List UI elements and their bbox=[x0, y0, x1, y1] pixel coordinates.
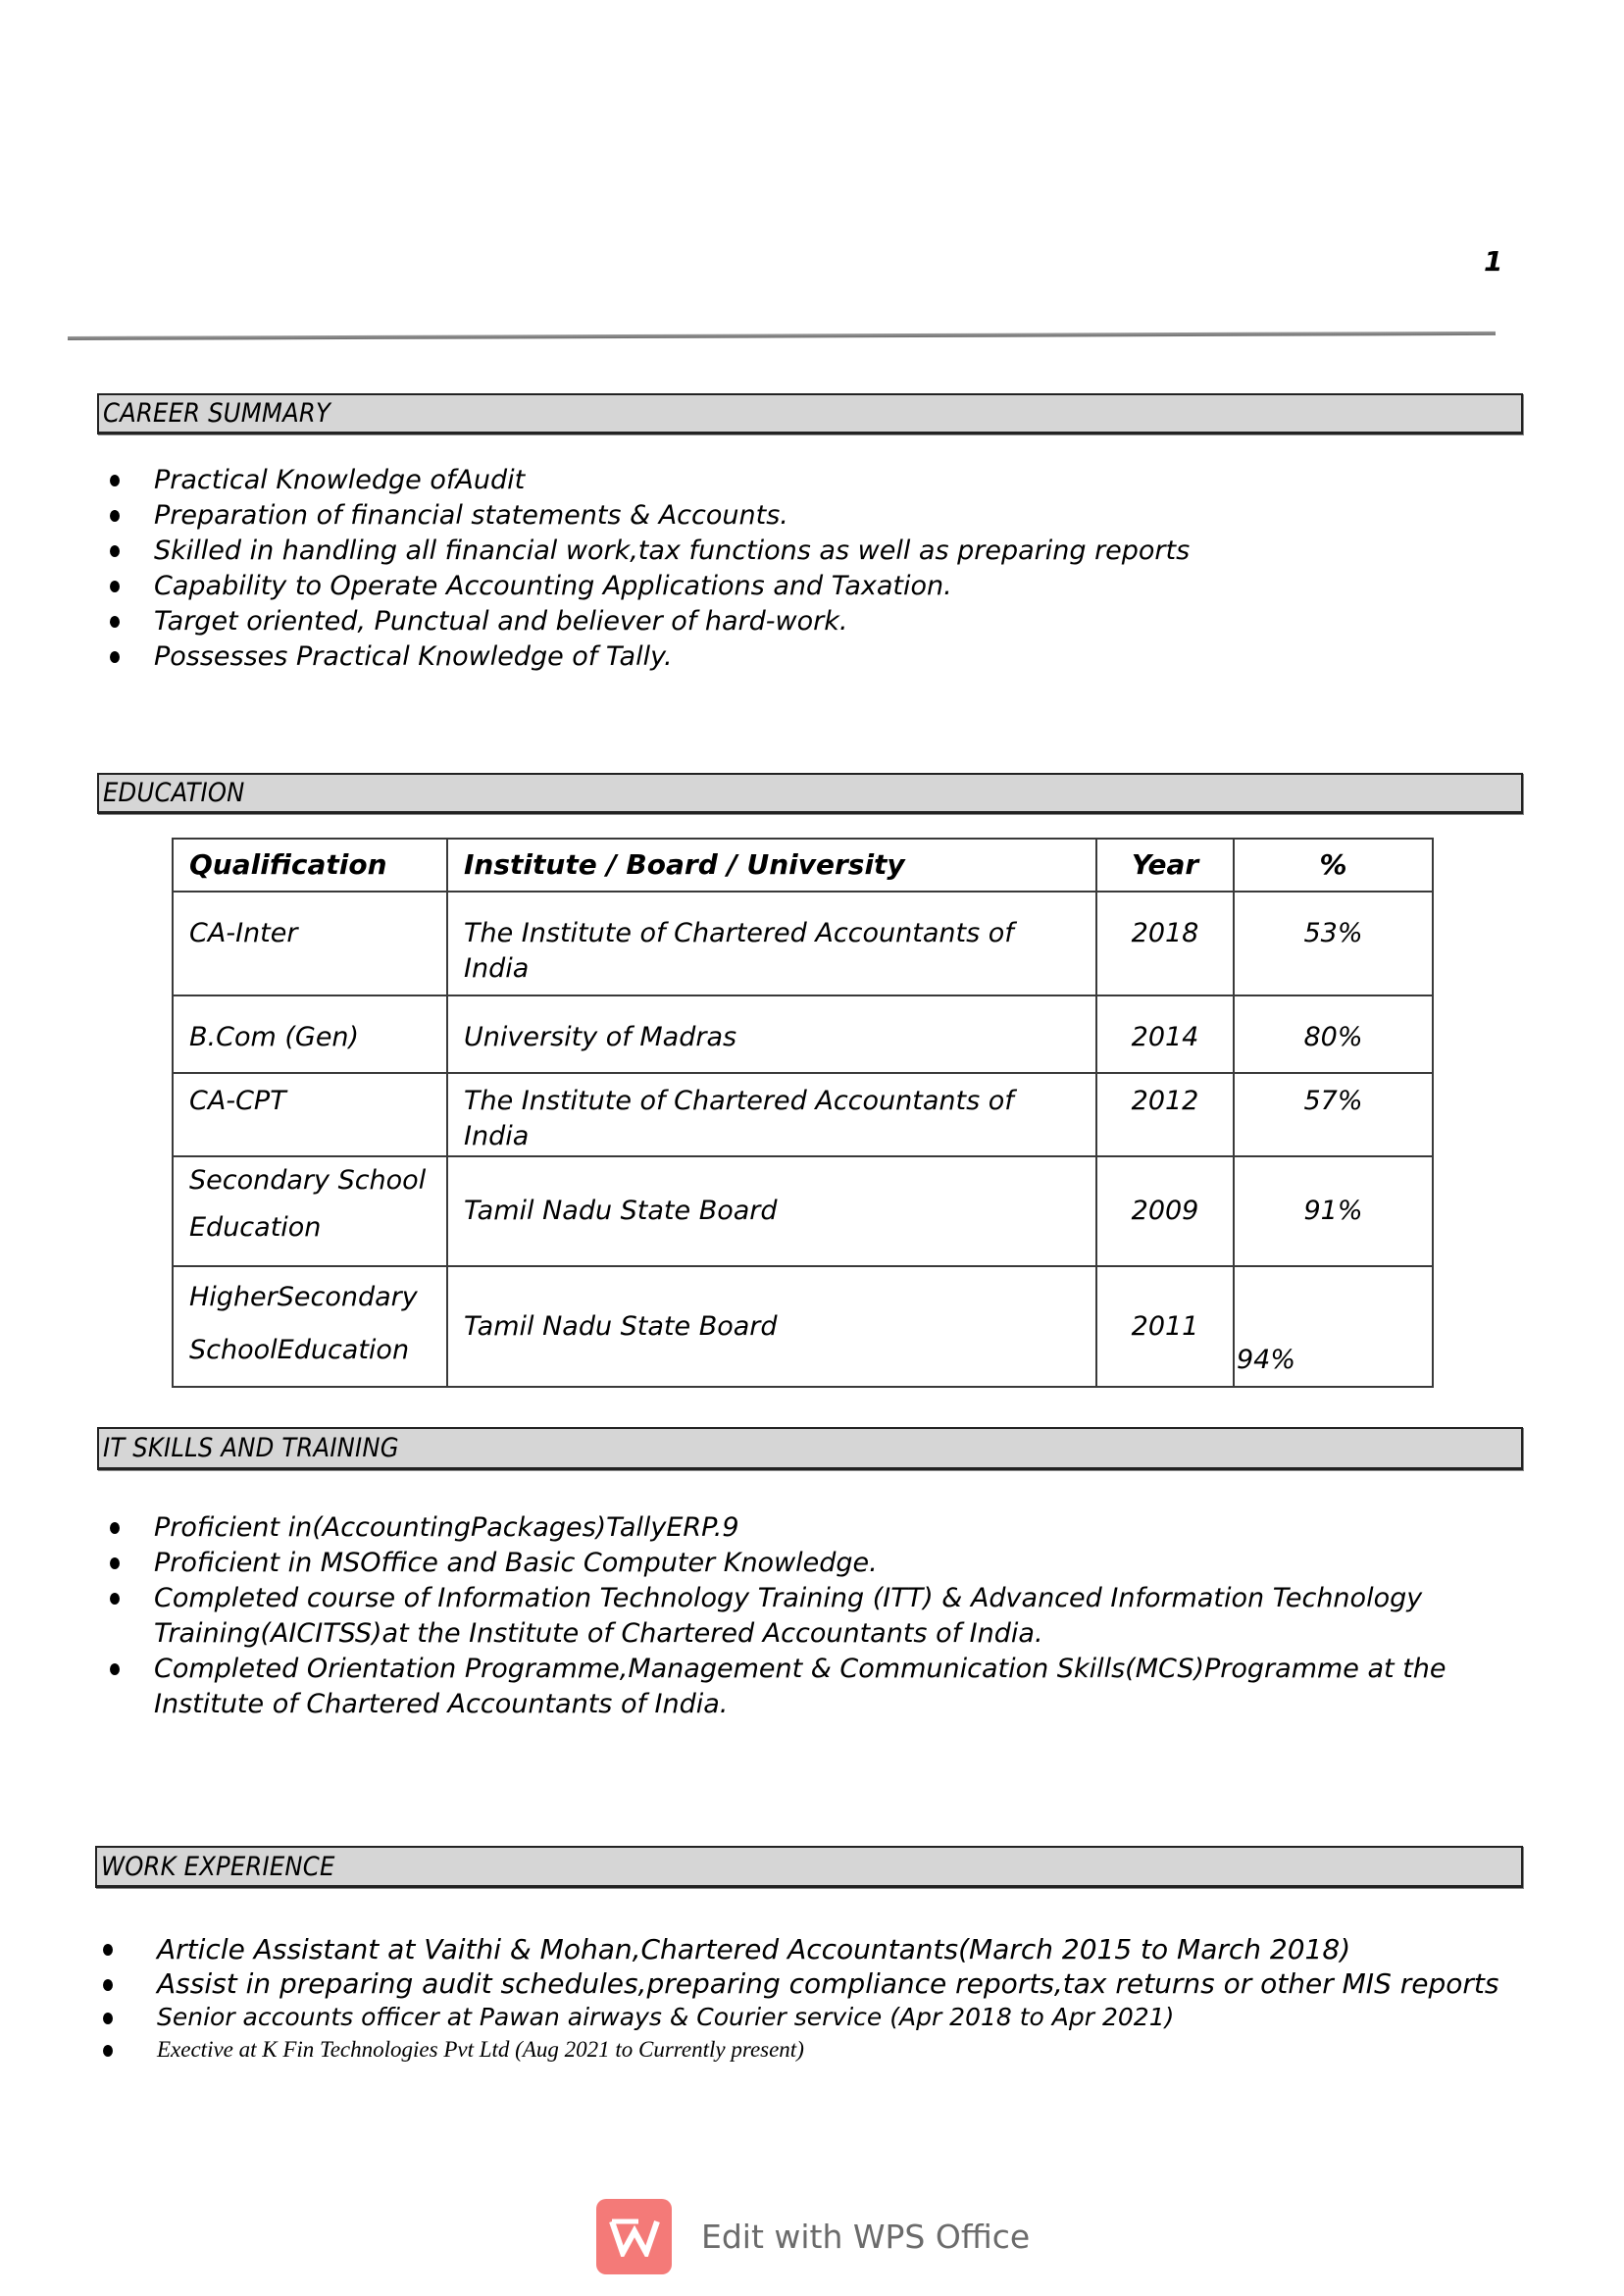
cell-institute: The Institute of Chartered Accountants of India bbox=[447, 1073, 1096, 1156]
bullet-icon bbox=[110, 1557, 120, 1569]
cell-year: 2009 bbox=[1096, 1156, 1234, 1266]
bullet-icon bbox=[110, 1663, 120, 1675]
list-item: Proficient in MSOffice and Basic Computer Knowledge. bbox=[110, 1546, 1522, 1581]
wps-w-glyph-icon bbox=[609, 2218, 660, 2257]
wps-logo-icon bbox=[596, 2199, 672, 2274]
cell-percent: 80% bbox=[1234, 995, 1433, 1073]
education-table bbox=[172, 838, 1434, 1388]
bullet-icon bbox=[110, 616, 120, 628]
cell-institute: The Institute of Chartered Accountants of India bbox=[447, 892, 1096, 995]
cell-qualification: CA-Inter bbox=[173, 892, 447, 995]
career-summary-heading: CAREER SUMMARY bbox=[97, 393, 1523, 434]
list-item: Completed Orientation Programme,Management & Communication Skills(MCS)Programme at the Institute of Chartered Accountants of India. bbox=[110, 1652, 1522, 1722]
column-header-qualification: Qualification bbox=[173, 839, 447, 892]
column-header-percent: % bbox=[1234, 839, 1433, 892]
column-header-institute: Institute / Board / University bbox=[447, 839, 1096, 892]
cell-institute: University of Madras bbox=[447, 995, 1096, 1073]
cell-year: 2012 bbox=[1096, 1073, 1234, 1156]
cell-qualification: CA-CPT bbox=[173, 1073, 447, 1156]
cell-institute: Tamil Nadu State Board bbox=[447, 1266, 1096, 1387]
it-skills-heading: IT SKILLS AND TRAINING bbox=[97, 1427, 1523, 1470]
bullet-icon bbox=[110, 581, 120, 592]
bullet-icon bbox=[103, 2045, 113, 2057]
cell-percent: 57% bbox=[1234, 1073, 1433, 1156]
list-item: Preparation of financial statements & Accounts. bbox=[110, 498, 1581, 534]
list-item: Senior accounts officer at Pawan airways & Courier service (Apr 2018 to Apr 2021) bbox=[103, 2001, 1535, 2033]
cell-percent: 53% bbox=[1234, 892, 1433, 995]
bullet-icon bbox=[103, 1944, 113, 1956]
table-row bbox=[173, 1073, 1433, 1156]
cell-qualification: Secondary School Education bbox=[173, 1156, 447, 1266]
table-row bbox=[173, 1266, 1433, 1387]
list-item: Article Assistant at Vaithi & Mohan,Chartered Accountants(March 2015 to March 2018) bbox=[103, 1932, 1535, 1967]
list-item: Target oriented, Punctual and believer of hard-work. bbox=[110, 604, 1581, 639]
cell-year: 2014 bbox=[1096, 995, 1234, 1073]
bullet-icon bbox=[110, 545, 120, 557]
bullet-icon bbox=[110, 651, 120, 663]
wps-watermark[interactable] bbox=[596, 2199, 1030, 2274]
list-item: Skilled in handling all financial work,tax functions as well as preparing reports bbox=[110, 534, 1581, 569]
list-item: Exective at K Fin Technologies Pvt Ltd (Aug 2021 to Currently present) bbox=[103, 2033, 1535, 2066]
it-skills-list bbox=[110, 1510, 1522, 1722]
bullet-icon bbox=[110, 1522, 120, 1534]
list-item: Possesses Practical Knowledge of Tally. bbox=[110, 639, 1581, 675]
list-item: Proficient in(AccountingPackages)TallyERP.9 bbox=[110, 1510, 1522, 1546]
cell-percent: 91% bbox=[1234, 1156, 1433, 1266]
bullet-icon bbox=[103, 2013, 113, 2024]
bullet-icon bbox=[103, 1979, 113, 1991]
cell-year: 2018 bbox=[1096, 892, 1234, 995]
page-number-mark: 1 bbox=[1484, 245, 1503, 278]
table-row bbox=[173, 995, 1433, 1073]
list-item: Practical Knowledge ofAudit bbox=[110, 463, 1581, 498]
cell-institute: Tamil Nadu State Board bbox=[447, 1156, 1096, 1266]
table-row bbox=[173, 892, 1433, 995]
header-divider bbox=[68, 332, 1496, 340]
table-row bbox=[173, 1156, 1433, 1266]
career-summary-list bbox=[110, 463, 1581, 675]
cell-year: 2011 bbox=[1096, 1266, 1234, 1387]
column-header-year: Year bbox=[1096, 839, 1234, 892]
list-item: Completed course of Information Technology Training (ITT) & Advanced Information Technology Training(AICITSS)at the Institute of Chartered Accountants of India. bbox=[110, 1581, 1522, 1652]
cell-percent: 94% bbox=[1234, 1266, 1433, 1387]
cell-qualification: HigherSecondary SchoolEducation bbox=[173, 1266, 447, 1387]
cell-qualification: B.Com (Gen) bbox=[173, 995, 447, 1073]
bullet-icon bbox=[110, 475, 120, 486]
education-heading: EDUCATION bbox=[97, 773, 1523, 814]
table-header-row bbox=[173, 839, 1433, 892]
list-item: Assist in preparing audit schedules,preparing compliance reports,tax returns or other MIS reports bbox=[103, 1967, 1535, 2001]
work-experience-heading: WORK EXPERIENCE bbox=[95, 1846, 1523, 1888]
list-item: Capability to Operate Accounting Applications and Taxation. bbox=[110, 569, 1581, 604]
wps-watermark-label: Edit with WPS Office bbox=[701, 2218, 1031, 2256]
bullet-icon bbox=[110, 1593, 120, 1605]
bullet-icon bbox=[110, 510, 120, 522]
work-experience-list bbox=[103, 1932, 1535, 2066]
